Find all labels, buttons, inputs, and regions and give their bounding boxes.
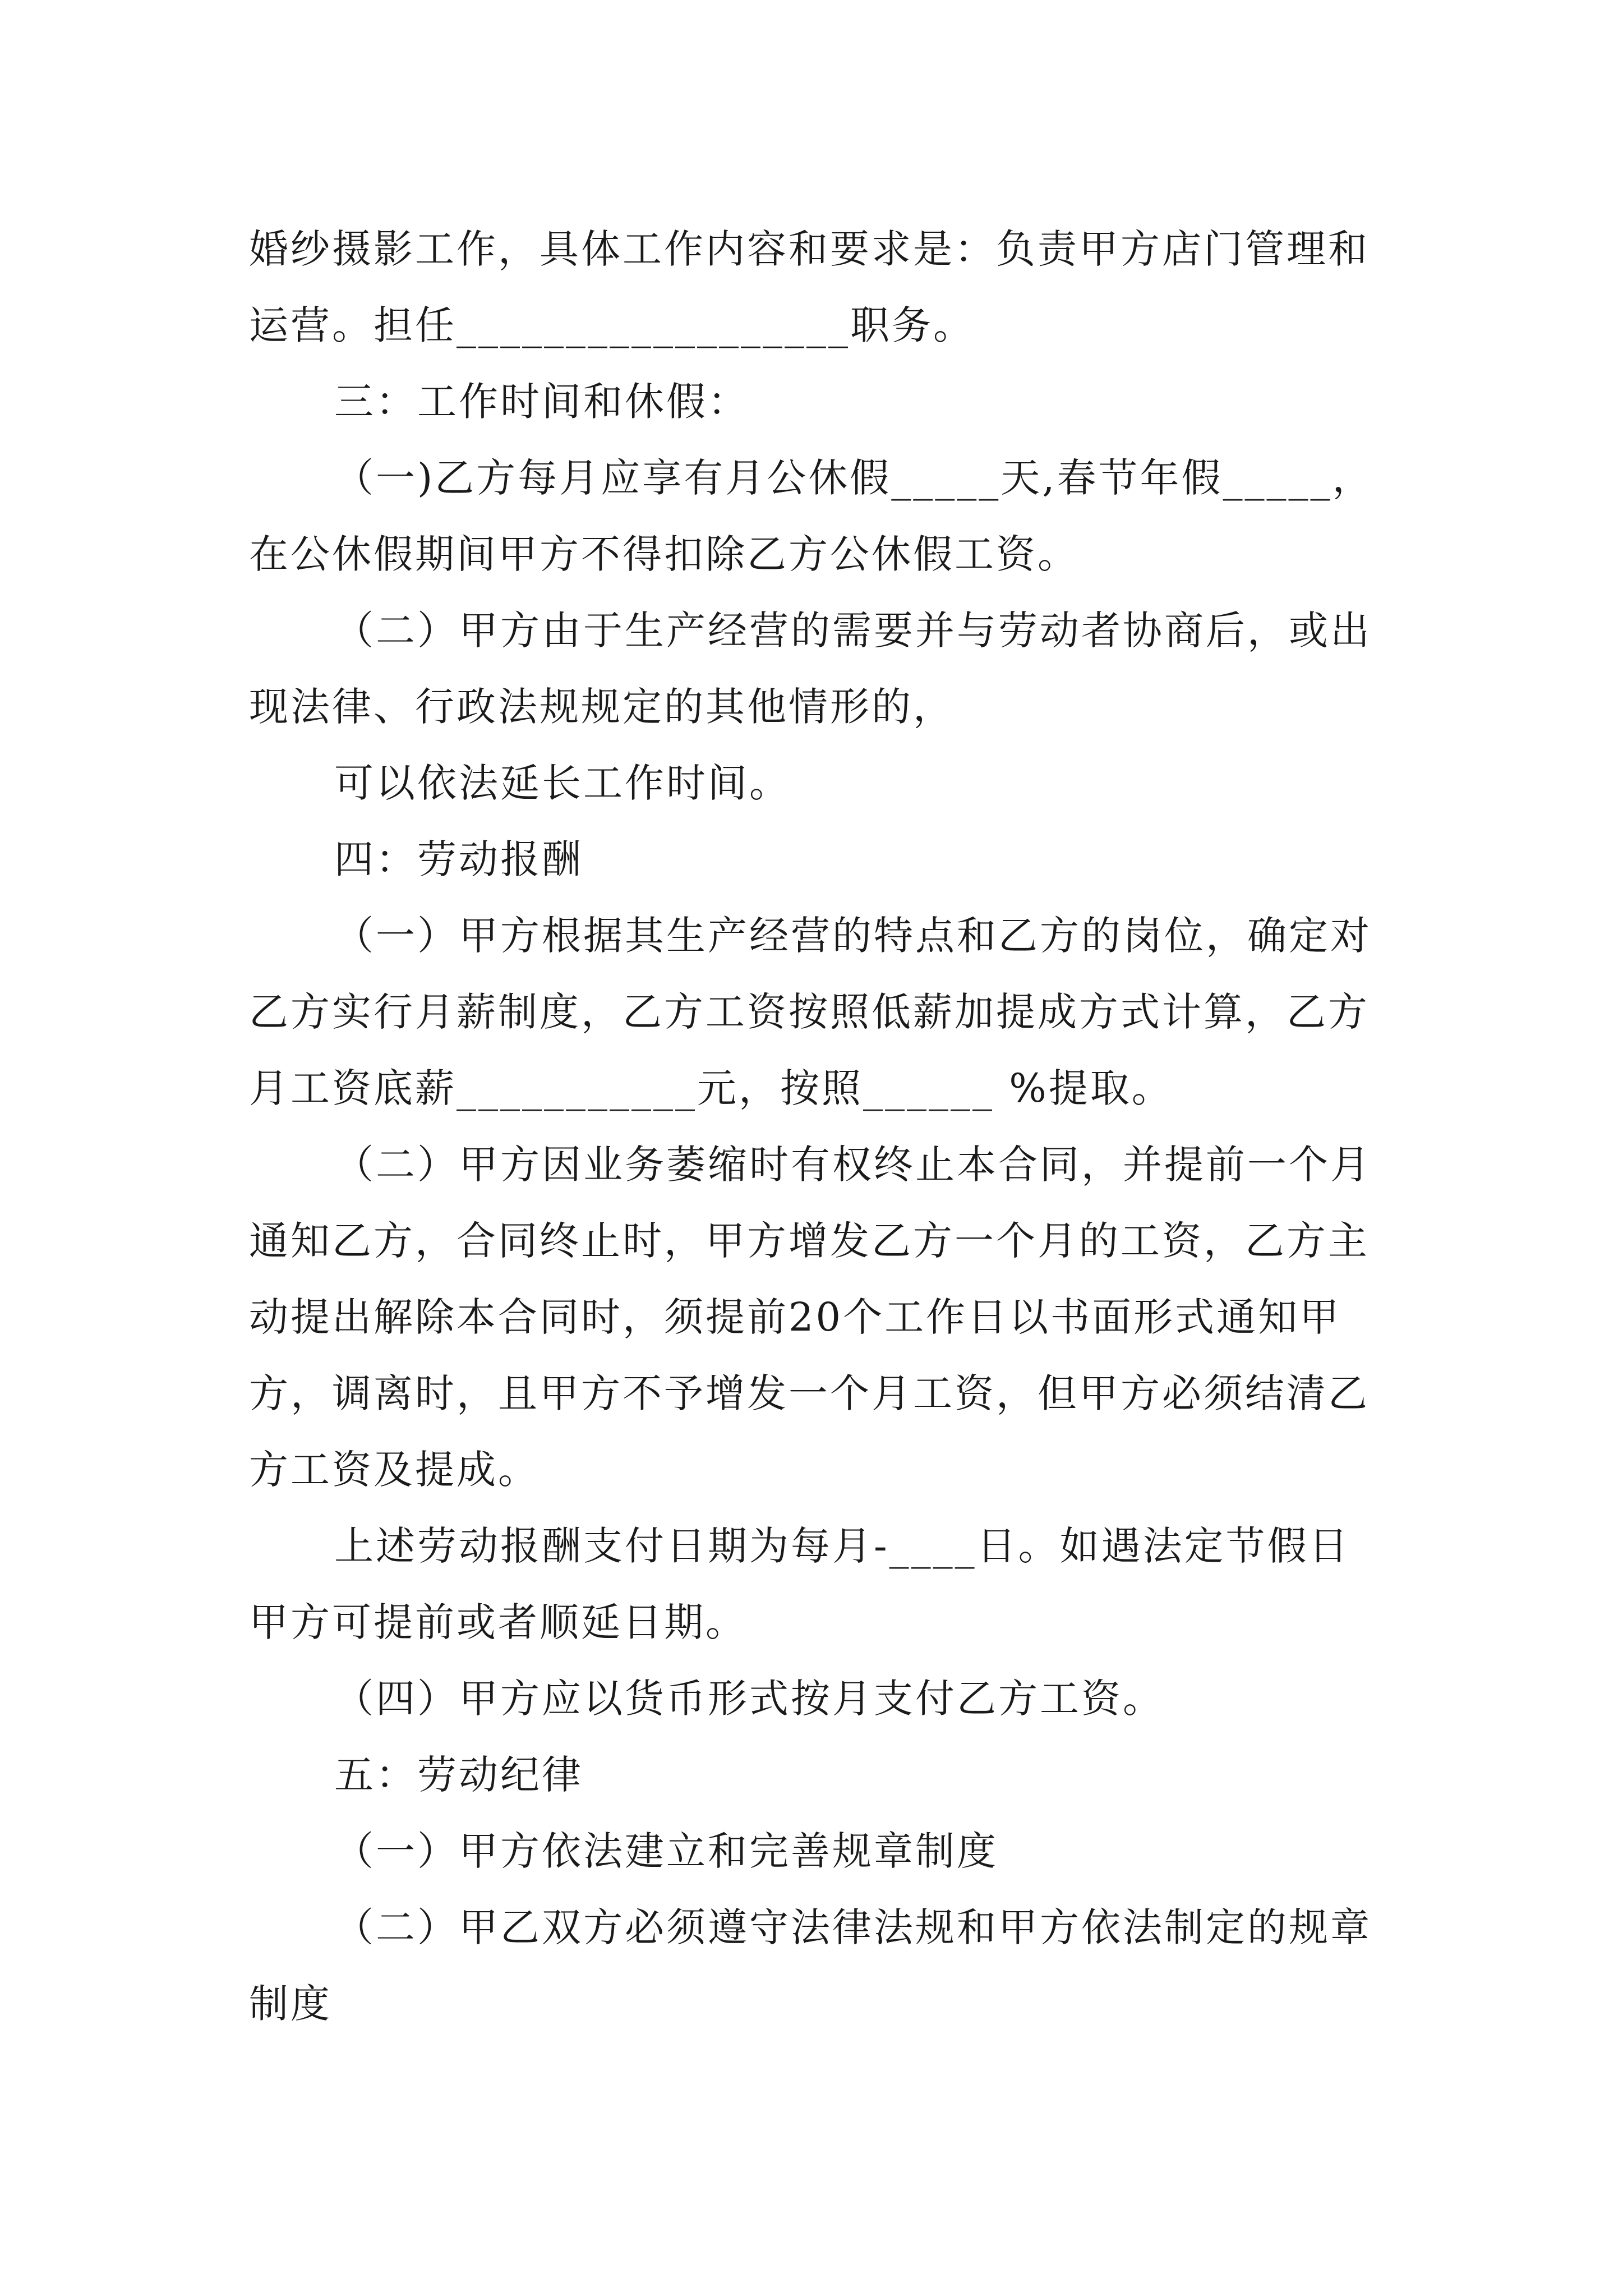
heading-remuneration: 四：劳动报酬 (334, 836, 583, 882)
paragraph-contract-termination: （二）甲方因业务萎缩时有权终止本合同，并提前一个月通知乙方，合同终止时，甲方增发乙方一个月的工资，乙方主动提出解除本合同时，须提前20个工作日以书面形式通知甲方，调离时，且甲方不予增发一个月工资，但甲方必须结清乙方工资及提成。 (249, 1142, 1372, 1493)
heading-labor-discipline: 五：劳动纪律 (334, 1752, 583, 1798)
paragraph-extend-legally: 可以依法延长工作时间。 (334, 760, 791, 806)
paragraph-job-duties: 婚纱摄影工作，具体工作内容和要求是：负责甲方店门管理和运营。担任__________________职务。 (249, 226, 1370, 348)
paragraph-payment-date: 上述劳动报酬支付日期为每月-____日。如遇法定节假日甲方可提前或者顺延日期。 (249, 1523, 1350, 1645)
heading-working-hours: 三：工作时间和休假： (334, 379, 749, 425)
paragraph-rules-compliance: （二）甲乙双方必须遵守法律法规和甲方依法制定的规章制度 (249, 1904, 1372, 2027)
paragraph-rules-established: （一）甲方依法建立和完善规章制度 (334, 1828, 998, 1874)
paragraph-currency-payment: （四）甲方应以货币形式按月支付乙方工资。 (334, 1676, 1164, 1722)
paragraph-salary-system: （一）甲方根据其生产经营的特点和乙方的岗位，确定对乙方实行月薪制度，乙方工资按照低薪加提成方式计算，乙方月工资底薪___________元，按照______ %提取。 (249, 913, 1372, 1111)
paragraph-extended-hours: （二）甲方由于生产经营的需要并与劳动者协商后，或出现法律、行政法规规定的其他情形的， (249, 608, 1372, 730)
document-body (249, 211, 1385, 2042)
paragraph-monthly-leave: （一)乙方每月应享有月公休假_____天,春节年假_____，在公休假期间甲方不得扣除乙方公休假工资。 (249, 455, 1374, 577)
